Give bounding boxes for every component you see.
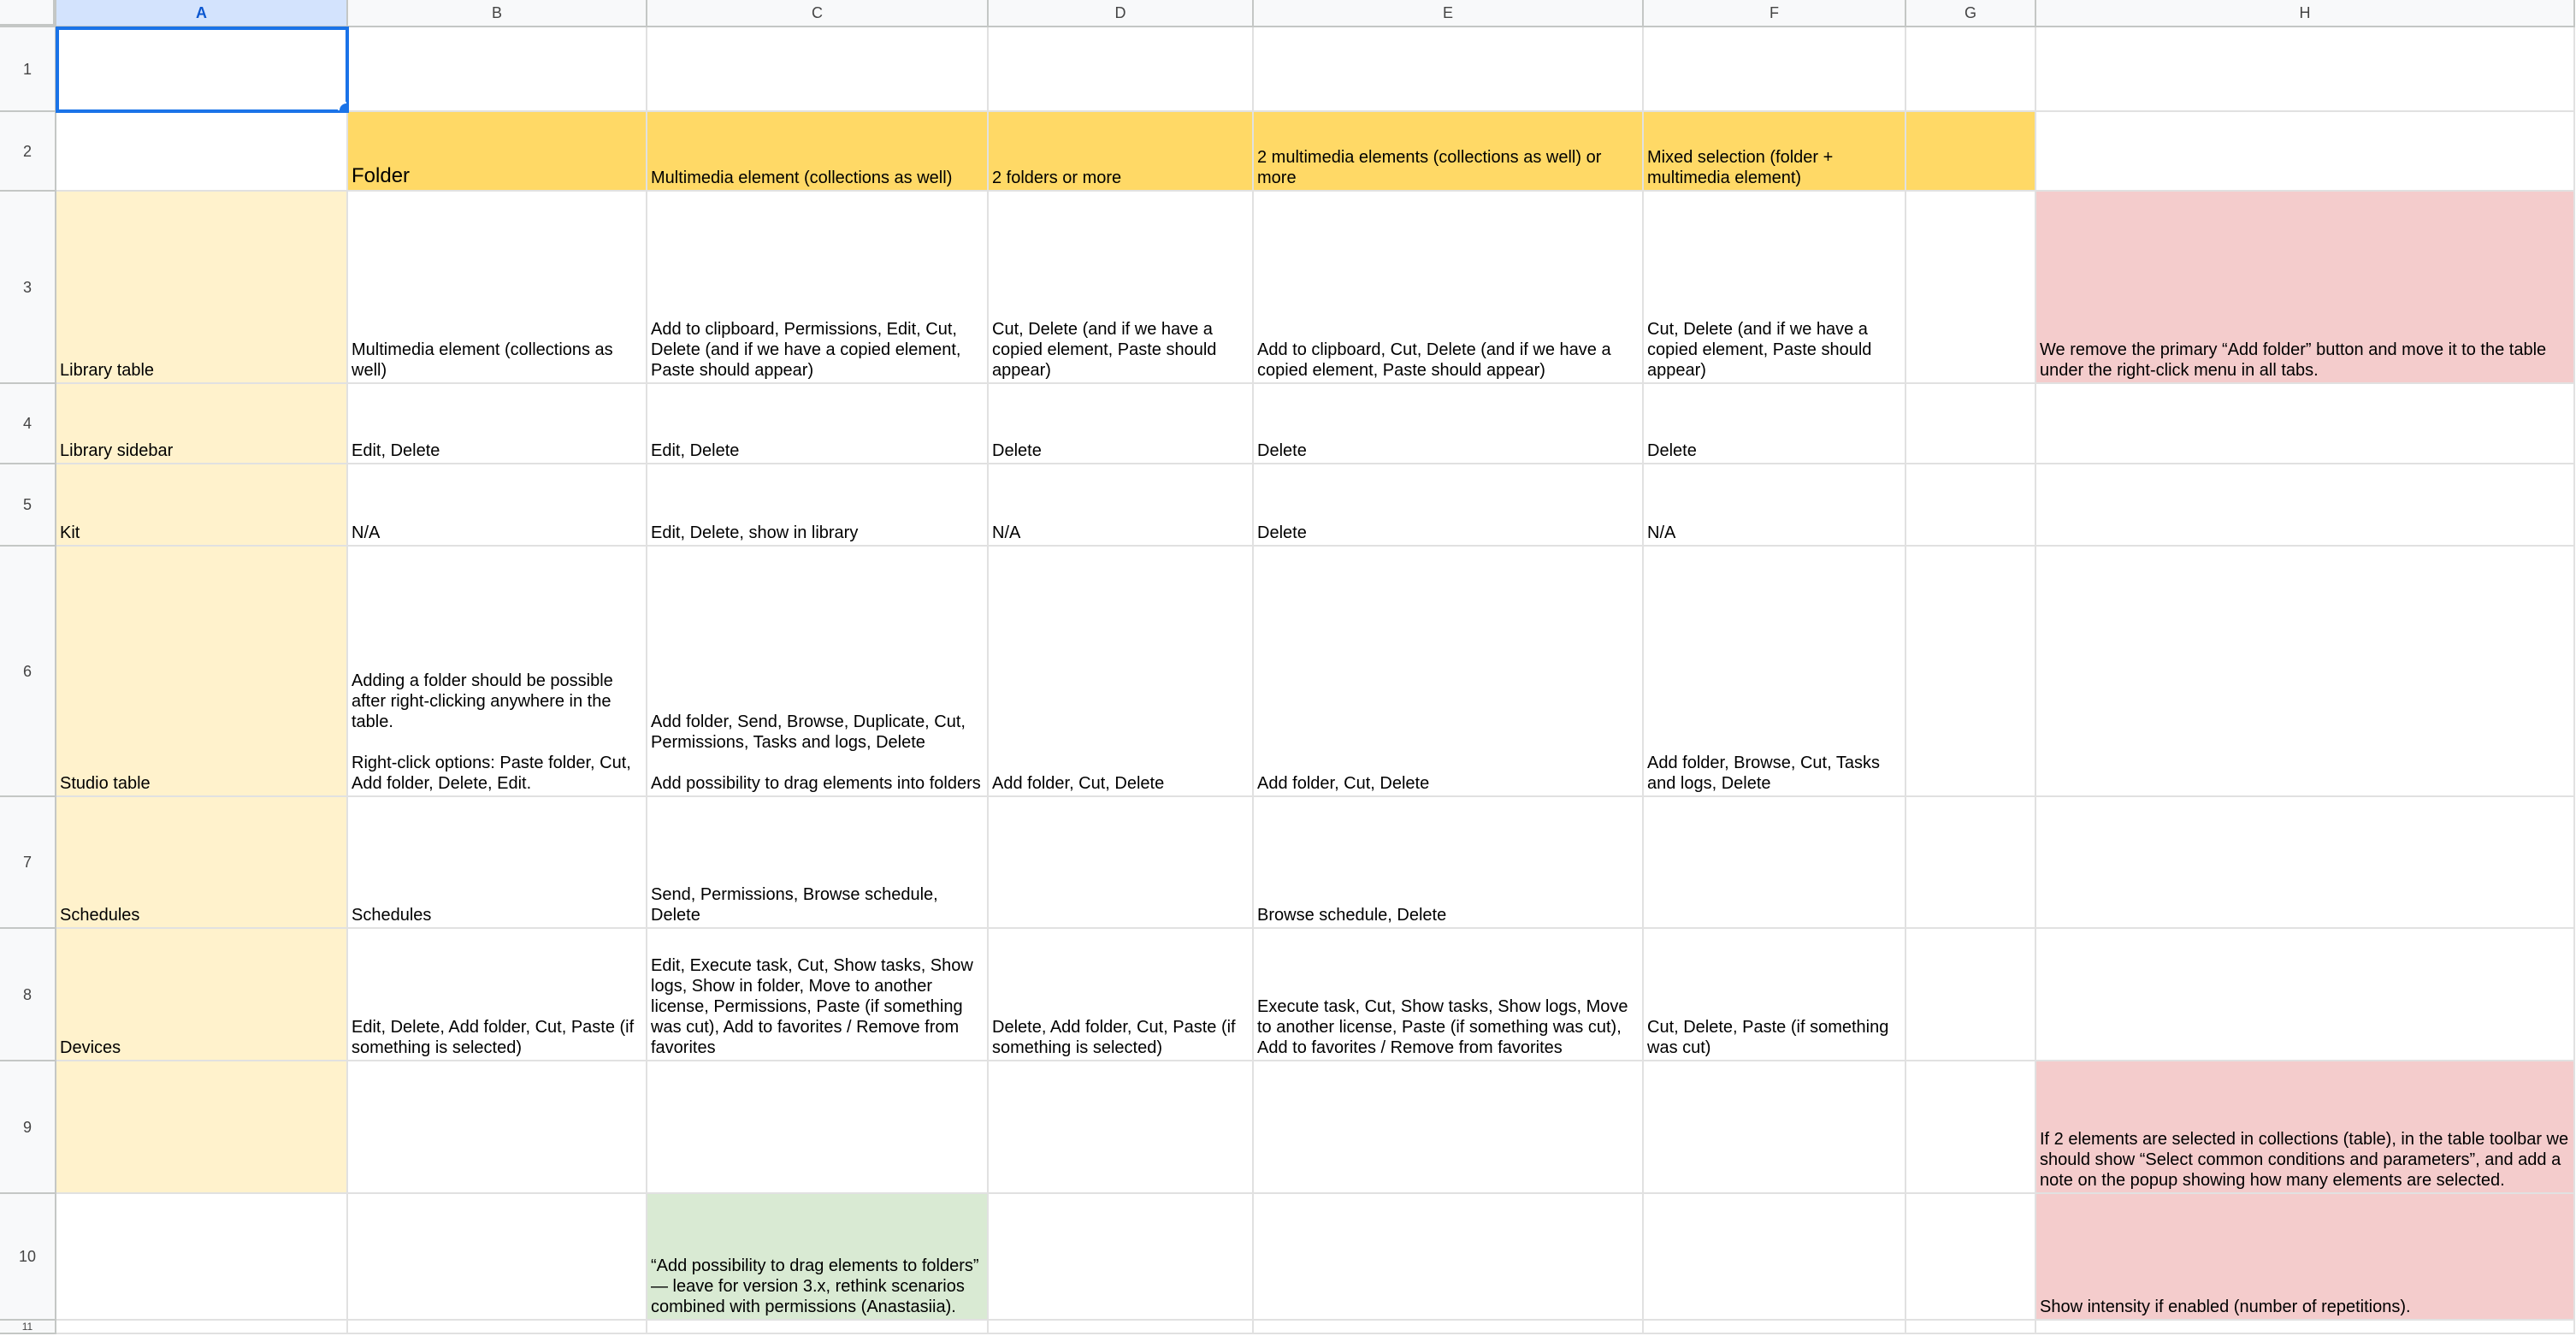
cell-e10[interactable] (1254, 1194, 1644, 1321)
cell-e2[interactable]: 2 multimedia elements (collections as well) or more (1254, 112, 1644, 192)
row-header-4[interactable]: 4 (0, 384, 56, 464)
cell-g9[interactable] (1906, 1061, 2036, 1194)
cell-a11[interactable] (56, 1321, 348, 1334)
cell-c1[interactable] (647, 27, 989, 112)
cell-d5[interactable]: N/A (989, 464, 1254, 547)
cell-g3[interactable] (1906, 192, 2036, 384)
cell-c6[interactable] (647, 547, 989, 797)
cell-h6[interactable] (2036, 547, 2575, 797)
cell-d11[interactable] (989, 1321, 1254, 1334)
row-header-5[interactable]: 5 (0, 464, 56, 547)
cell-h4[interactable] (2036, 384, 2575, 464)
cell-d9[interactable] (989, 1061, 1254, 1194)
cell-f10[interactable] (1644, 1194, 1906, 1321)
row-header-6[interactable]: 6 (0, 547, 56, 797)
cell-g2[interactable] (1906, 112, 2036, 192)
column-header-a[interactable]: A (56, 0, 348, 27)
cell-f1[interactable] (1644, 27, 1906, 112)
cell-b6-paragraph-2: Right-click options: Paste folder, Cut, Add folder, Delete, Edit. (352, 754, 635, 793)
cell-h5[interactable] (2036, 464, 2575, 547)
row-header-1[interactable]: 1 (0, 27, 56, 112)
cell-b10[interactable] (348, 1194, 647, 1321)
cell-b5[interactable]: N/A (348, 464, 647, 547)
column-header-c[interactable]: C (647, 0, 989, 27)
cell-f5[interactable]: N/A (1644, 464, 1906, 547)
cell-g5[interactable] (1906, 464, 2036, 547)
cell-d10[interactable] (989, 1194, 1254, 1321)
cell-d1[interactable] (989, 27, 1254, 112)
cell-b6-paragraph-1: Adding a folder should be possible after right-clicking anywhere in the table. (352, 671, 618, 731)
cell-c9[interactable] (647, 1061, 989, 1194)
cell-a4[interactable]: Library sidebar (56, 384, 348, 464)
cell-b9[interactable] (348, 1061, 647, 1194)
cell-a2[interactable] (56, 112, 348, 192)
cell-d6[interactable]: Add folder, Cut, Delete (989, 547, 1254, 797)
cell-a7[interactable]: Schedules (56, 797, 348, 929)
cell-e1[interactable] (1254, 27, 1644, 112)
cell-e8[interactable]: Execute task, Cut, Show tasks, Show logs, Move to another license, Paste (if something was cut), Add to favorites / Remove from favorites (1254, 929, 1644, 1061)
cell-c4[interactable]: Edit, Delete (647, 384, 989, 464)
cell-f8[interactable]: Cut, Delete, Paste (if something was cut) (1644, 929, 1906, 1061)
cell-b7[interactable]: Schedules (348, 797, 647, 929)
cell-a10[interactable] (56, 1194, 348, 1321)
column-header-h[interactable]: H (2036, 0, 2575, 27)
cell-d4[interactable]: Delete (989, 384, 1254, 464)
column-header-e[interactable]: E (1254, 0, 1644, 27)
row-header-11[interactable]: 11 (0, 1321, 56, 1334)
cell-b11[interactable] (348, 1321, 647, 1334)
cell-d2[interactable]: 2 folders or more (989, 112, 1254, 192)
cell-e3[interactable]: Add to clipboard, Cut, Delete (and if we have a copied element, Paste should appear) (1254, 192, 1644, 384)
cell-c7[interactable]: Send, Permissions, Browse schedule, Delete (647, 797, 989, 929)
cell-b3[interactable]: Multimedia element (collections as well) (348, 192, 647, 384)
cell-f11[interactable] (1644, 1321, 1906, 1334)
cell-a1[interactable] (56, 27, 348, 112)
cell-g11[interactable] (1906, 1321, 2036, 1334)
cell-a3[interactable]: Library table (56, 192, 348, 384)
cell-f9[interactable] (1644, 1061, 1906, 1194)
cell-d7[interactable] (989, 797, 1254, 929)
select-all-corner[interactable] (0, 0, 56, 27)
cell-a6[interactable]: Studio table (56, 547, 348, 797)
cell-h11[interactable] (2036, 1321, 2575, 1334)
cell-e7[interactable]: Browse schedule, Delete (1254, 797, 1644, 929)
cell-g4[interactable] (1906, 384, 2036, 464)
row-header-3[interactable]: 3 (0, 192, 56, 384)
cell-b6[interactable] (348, 547, 647, 797)
cell-a9[interactable] (56, 1061, 348, 1194)
cell-h3[interactable]: We remove the primary “Add folder” button and move it to the table under the right-click menu in all tabs. (2036, 192, 2575, 384)
cell-e6[interactable]: Add folder, Cut, Delete (1254, 547, 1644, 797)
row-header-9[interactable]: 9 (0, 1061, 56, 1194)
cell-c8[interactable]: Edit, Execute task, Cut, Show tasks, Show logs, Show in folder, Move to another license, Permissions, Paste (if something was cut), Add to favorites / Remove from favorites (647, 929, 989, 1061)
cell-g1[interactable] (1906, 27, 2036, 112)
cell-g6[interactable] (1906, 547, 2036, 797)
cell-f4[interactable]: Delete (1644, 384, 1906, 464)
cell-h10[interactable]: Show intensity if enabled (number of repetitions). (2036, 1194, 2575, 1321)
cell-c5[interactable]: Edit, Delete, show in library (647, 464, 989, 547)
column-header-f[interactable]: F (1644, 0, 1906, 27)
cell-e9[interactable] (1254, 1061, 1644, 1194)
row-header-10[interactable]: 10 (0, 1194, 56, 1321)
cell-c6-paragraph-1: Add folder, Send, Browse, Duplicate, Cut, Permissions, Tasks and logs, Delete (651, 712, 971, 752)
cell-h8[interactable] (2036, 929, 2575, 1061)
column-header-g[interactable]: G (1906, 0, 2036, 27)
fill-handle[interactable] (338, 102, 348, 112)
cell-b2[interactable]: Folder (348, 112, 647, 192)
cell-a8[interactable]: Devices (56, 929, 348, 1061)
cell-b4[interactable]: Edit, Delete (348, 384, 647, 464)
row-header-2[interactable]: 2 (0, 112, 56, 192)
cell-f3[interactable]: Cut, Delete (and if we have a copied element, Paste should appear) (1644, 192, 1906, 384)
cell-c3[interactable]: Add to clipboard, Permissions, Edit, Cut, Delete (and if we have a copied element, Paste should appear) (647, 192, 989, 384)
row-header-8[interactable]: 8 (0, 929, 56, 1061)
cell-c10[interactable]: “Add possibility to drag elements to folders” — leave for version 3.x, rethink scenarios combined with permissions (Anastasiia). (647, 1194, 989, 1321)
cell-g8[interactable] (1906, 929, 2036, 1061)
cell-a5[interactable]: Kit (56, 464, 348, 547)
cell-g10[interactable] (1906, 1194, 2036, 1321)
cell-d3[interactable]: Cut, Delete (and if we have a copied element, Paste should appear) (989, 192, 1254, 384)
cell-c2[interactable]: Multimedia element (collections as well) (647, 112, 989, 192)
column-header-b[interactable]: B (348, 0, 647, 27)
cell-e5[interactable]: Delete (1254, 464, 1644, 547)
cell-h1[interactable] (2036, 27, 2575, 112)
cell-h9[interactable]: If 2 elements are selected in collections (table), in the table toolbar we should show “Select common conditions and parameters”, and add a note on the popup showing how many elements are selected. (2036, 1061, 2575, 1194)
cell-f2[interactable]: Mixed selection (folder + multimedia element) (1644, 112, 1906, 192)
row-header-7[interactable]: 7 (0, 797, 56, 929)
column-header-d[interactable]: D (989, 0, 1254, 27)
cell-g7[interactable] (1906, 797, 2036, 929)
cell-d8[interactable]: Delete, Add folder, Cut, Paste (if something is selected) (989, 929, 1254, 1061)
cell-f6[interactable]: Add folder, Browse, Cut, Tasks and logs, Delete (1644, 547, 1906, 797)
cell-h7[interactable] (2036, 797, 2575, 929)
cell-f7[interactable] (1644, 797, 1906, 929)
cell-e11[interactable] (1254, 1321, 1644, 1334)
cell-e4[interactable]: Delete (1254, 384, 1644, 464)
cell-c11[interactable] (647, 1321, 989, 1334)
cell-c6-paragraph-2: Add possibility to drag elements into folders (651, 774, 981, 793)
cell-b8[interactable]: Edit, Delete, Add folder, Cut, Paste (if something is selected) (348, 929, 647, 1061)
cell-h2[interactable] (2036, 112, 2575, 192)
cell-b1[interactable] (348, 27, 647, 112)
